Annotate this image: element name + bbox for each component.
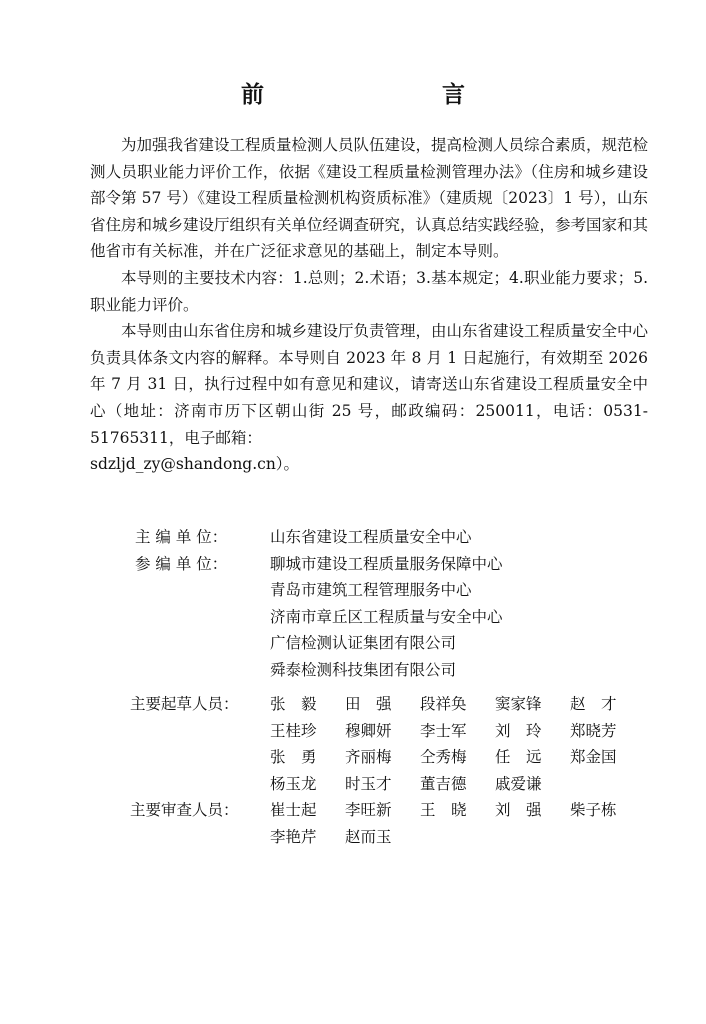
chief-unit-row <box>90 524 650 551</box>
preface-paragraph-3: 本导则由山东省住房和城乡建设厅负责管理，由山东省建设工程质量安全中心负责具体条文内容的解释。本导则自 2023 年 8 月 1 日起施行，有效期至 2026 年 7 月 31 日，执行过程中如有意见和建议，请寄送山东省建设工程质量安全中心（地址：济南市历下区朝山街 25 号，邮政编码：250011，电话：0531-51765311，电子邮箱： <box>90 322 649 447</box>
participating-unit: 济南市章丘区工程质量与安全中心 <box>270 607 503 626</box>
reviewer-name: 李旺新 <box>345 801 392 820</box>
people-section <box>90 691 650 851</box>
chief-unit-label: 主 编 单 位： <box>135 528 228 546</box>
participating-unit: 青岛市建筑工程管理服务中心 <box>270 581 472 600</box>
reviewers-list <box>270 797 650 850</box>
drafter-name: 任 远 <box>495 748 542 767</box>
drafter-name: 穆卿妍 <box>345 721 392 740</box>
drafter-name: 刘 玲 <box>495 721 542 740</box>
page-title: 前 言 <box>241 81 509 108</box>
drafter-name: 王桂珍 <box>270 721 317 740</box>
drafter-name: 张 勇 <box>270 748 317 767</box>
drafter-name: 时玉才 <box>345 774 392 793</box>
drafters-list <box>270 691 650 797</box>
reviewer-name: 柴子栋 <box>570 801 617 820</box>
drafter-name: 戚爱谦 <box>495 774 542 793</box>
participating-unit: 聊城市建设工程质量服务保障中心 <box>270 554 503 573</box>
preface-paragraph-2: 本导则的主要技术内容：1.总则；2.术语；3.基本规定；4.职业能力要求；5.职业能力评价。 <box>90 268 648 314</box>
reviewers-label: 主要审查人员： <box>130 801 239 820</box>
reviewer-name: 刘 强 <box>495 801 542 820</box>
participating-units-list <box>270 551 650 684</box>
drafter-name: 董吉德 <box>420 774 467 793</box>
chief-unit-org: 山东省建设工程质量安全中心 <box>270 528 472 546</box>
drafter-name: 田 强 <box>345 695 392 713</box>
drafter-name: 郑晓芳 <box>570 721 617 740</box>
chief-unit-list <box>270 524 650 551</box>
participating-unit: 舜泰检测科技集团有限公司 <box>270 660 457 679</box>
drafter-name: 仝秀梅 <box>420 748 467 767</box>
drafter-name: 杨玉龙 <box>270 774 317 793</box>
drafter-name: 张 毅 <box>270 695 317 713</box>
reviewer-name: 崔士起 <box>270 801 317 820</box>
drafter-name: 齐丽梅 <box>345 748 392 767</box>
preface-body <box>90 132 648 478</box>
drafter-name: 赵 才 <box>570 695 617 713</box>
units-section <box>90 524 650 684</box>
reviewer-name: 李艳芹 <box>270 827 317 846</box>
contact-email: sdzljd_zy@shandong.cn）。 <box>90 455 300 474</box>
drafters-row <box>90 691 650 797</box>
participating-units-label: 参 编 单 位： <box>135 554 228 573</box>
drafter-name: 李士军 <box>420 721 467 740</box>
drafter-name: 段祥奂 <box>420 695 467 713</box>
participating-units-row <box>90 551 650 684</box>
drafter-name: 郑金国 <box>570 748 617 767</box>
reviewers-row <box>90 797 650 850</box>
reviewer-name: 王 晓 <box>420 801 467 820</box>
drafters-label: 主要起草人员： <box>130 695 239 713</box>
reviewer-name: 赵而玉 <box>345 827 392 846</box>
participating-unit: 广信检测认证集团有限公司 <box>270 634 457 653</box>
preface-paragraph-1: 为加强我省建设工程质量检测人员队伍建设，提高检测人员综合素质，规范检测人员职业能力评价工作，依据《建设工程质量检测管理办法》（住房和城乡建设部令第 57 号）《建设工程质量检测机构资质标准》（建质规〔2023〕1 号），山东省住房和城乡建设厅组织有关单位经调查研究，认真总结实践经验，参考国家和其他省市有关标准，并在广泛征求意见的基础上，制定本导则。 <box>90 136 649 261</box>
drafter-name: 窦家锋 <box>495 695 542 713</box>
